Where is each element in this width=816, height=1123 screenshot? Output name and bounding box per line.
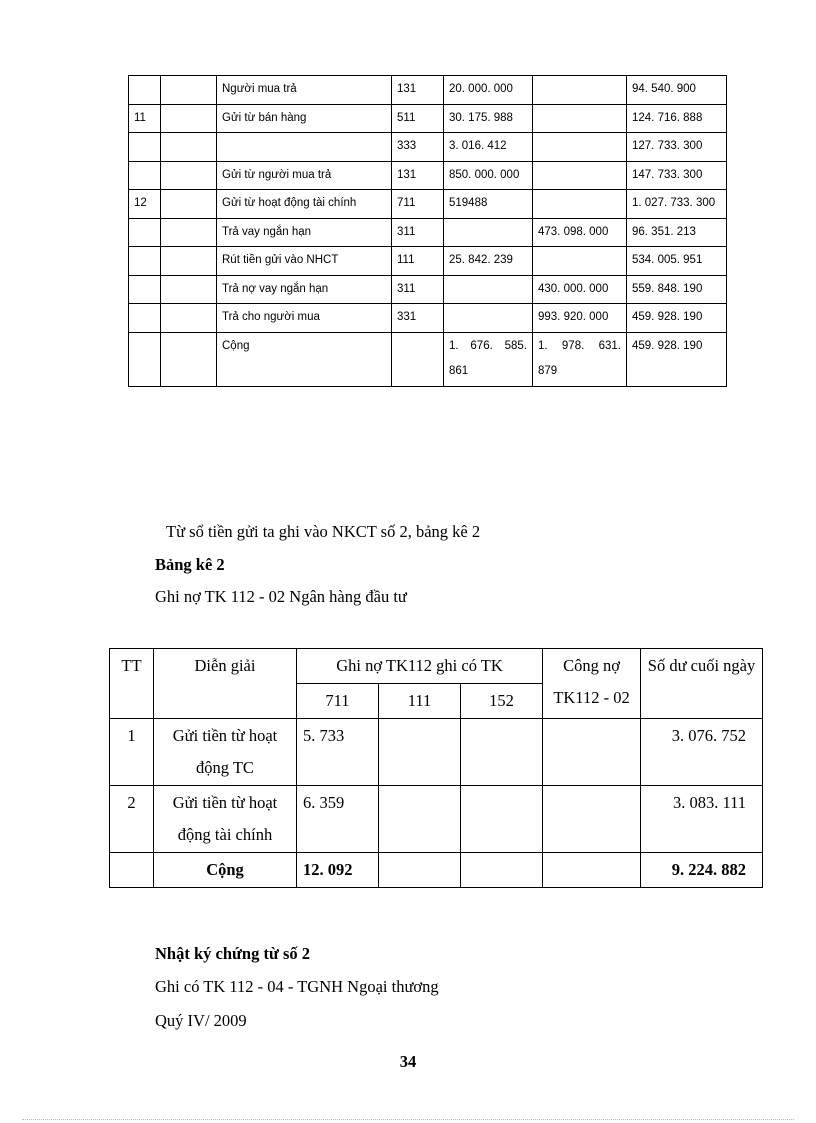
total-711: 12. 092 [297,853,379,888]
row-tt: 1 [110,719,154,786]
table-row [129,218,727,247]
row-desc: Gửi tiền từ hoạt động TC [154,719,297,786]
ledger-credit [533,247,627,276]
ledger-c2 [161,161,217,190]
ledger-c2 [161,304,217,333]
ledger-desc: Gửi từ người mua trả [217,161,392,190]
total-so-du: 9. 224. 882 [641,853,763,888]
ledger-acct: 311 [392,218,444,247]
ledger-acct: 711 [392,190,444,219]
table-row [129,161,727,190]
nkct-line-2: Quý IV/ 2009 [155,1011,247,1030]
ledger-no [129,332,161,386]
ledger-desc: Cộng [217,332,392,386]
ledger-credit: 430. 000. 000 [533,275,627,304]
ledger-balance: 94. 540. 900 [627,76,727,105]
ledger-debit: 25. 842. 239 [444,247,533,276]
row-711: 5. 733 [297,719,379,786]
table-row [129,104,727,133]
ledger-balance: 127. 733. 300 [627,133,727,162]
table-row [129,76,727,105]
ledger-balance: 559. 848. 190 [627,275,727,304]
intro-paragraph: Từ sổ tiền gửi ta ghi vào NKCT số 2, bảng kê 2 [166,522,481,541]
table-row [129,247,727,276]
ledger-debit: 850. 000. 000 [444,161,533,190]
ledger-debit: 519488 [444,190,533,219]
table-row [129,190,727,219]
header-so-du: Số dư cuối ngày [641,649,763,719]
ledger-no [129,218,161,247]
ledger-acct: 333 [392,133,444,162]
page-footer-divider [22,1119,794,1120]
row-cong-no [543,786,641,853]
ledger-balance: 124. 716. 888 [627,104,727,133]
ledger-no [129,304,161,333]
table-row-total [129,332,727,386]
total-desc: Cộng [154,853,297,888]
bangke-title: Bảng kê 2 [155,555,225,574]
row-desc: Gửi tiền từ hoạt động tài chính [154,786,297,853]
ledger-debit: 30. 175. 988 [444,104,533,133]
bangke-subtitle: Ghi nợ TK 112 - 02 Ngân hàng đầu tư [155,587,407,606]
nkct-line-1: Ghi có TK 112 - 04 - TGNH Ngoại thương [155,977,439,996]
ledger-c2 [161,76,217,105]
row-cong-no [543,719,641,786]
ledger-acct [392,332,444,386]
ledger-acct: 511 [392,104,444,133]
row-152 [461,786,543,853]
ledger-balance: 96. 351. 213 [627,218,727,247]
ledger-credit [533,161,627,190]
ledger-desc: Gửi từ hoạt động tài chính [217,190,392,219]
ledger-no [129,76,161,105]
ledger-acct: 131 [392,76,444,105]
nkct-title: Nhật ký chứng từ số 2 [155,944,311,963]
total-cong-no [543,853,641,888]
ledger-debit [444,275,533,304]
table-row-total [110,853,763,888]
ledger-balance: 459. 928. 190 [627,332,727,386]
ledger-no [129,161,161,190]
header-tt: TT [110,649,154,719]
table-row [129,275,727,304]
header-152: 152 [461,684,543,719]
ledger-no [129,133,161,162]
total-152 [461,853,543,888]
ledger-no: 11 [129,104,161,133]
header-group: Ghi nợ TK112 ghi có TK [297,649,543,684]
row-tt: 2 [110,786,154,853]
ledger-c2 [161,133,217,162]
ledger-c2 [161,275,217,304]
header-711: 711 [297,684,379,719]
ledger-debit [444,304,533,333]
ledger-desc: Trả nợ vay ngắn hạn [217,275,392,304]
bangke-body [110,649,763,888]
ledger-desc [217,133,392,162]
ledger-c2 [161,332,217,386]
ledger-c2 [161,104,217,133]
ledger-credit: 1. 978. 631. 879 [533,332,627,386]
ledger-no [129,247,161,276]
bangke-table [109,648,763,888]
total-111 [379,853,461,888]
ledger-no [129,275,161,304]
ledger-credit [533,133,627,162]
row-so-du: 3. 083. 111 [641,786,763,853]
ledger-table [128,75,727,387]
ledger-balance: 459. 928. 190 [627,304,727,333]
ledger-balance: 1. 027. 733. 300 [627,190,727,219]
header-cong-no: Công nợ TK112 - 02 [543,649,641,719]
ledger-credit [533,76,627,105]
ledger-desc: Rút tiền gửi vào NHCT [217,247,392,276]
ledger-credit: 473. 098. 000 [533,218,627,247]
ledger-debit: 20. 000. 000 [444,76,533,105]
ledger-acct: 311 [392,275,444,304]
row-so-du: 3. 076. 752 [641,719,763,786]
table-row [129,133,727,162]
ledger-desc: Người mua trả [217,76,392,105]
ledger-debit [444,218,533,247]
header-dien-giai: Diễn giải [154,649,297,719]
page-number: 34 [399,1052,417,1071]
ledger-c2 [161,218,217,247]
ledger-acct: 111 [392,247,444,276]
ledger-desc: Gửi từ bán hàng [217,104,392,133]
ledger-acct: 331 [392,304,444,333]
row-111 [379,719,461,786]
ledger-credit [533,190,627,219]
row-152 [461,719,543,786]
table-row [110,786,763,853]
ledger-desc: Trả vay ngắn hạn [217,218,392,247]
ledger-balance: 147. 733. 300 [627,161,727,190]
ledger-acct: 131 [392,161,444,190]
ledger-desc: Trả cho người mua [217,304,392,333]
row-111 [379,786,461,853]
row-711: 6. 359 [297,786,379,853]
ledger-c2 [161,247,217,276]
table-row [110,719,763,786]
ledger-debit: 1. 676. 585. 861 [444,332,533,386]
table-header-row [110,649,763,684]
ledger-no: 12 [129,190,161,219]
ledger-c2 [161,190,217,219]
ledger-credit: 993. 920. 000 [533,304,627,333]
table-row [129,304,727,333]
header-111: 111 [379,684,461,719]
ledger-balance: 534. 005. 951 [627,247,727,276]
ledger-credit [533,104,627,133]
total-tt [110,853,154,888]
ledger-body [129,76,727,387]
ledger-debit: 3. 016. 412 [444,133,533,162]
